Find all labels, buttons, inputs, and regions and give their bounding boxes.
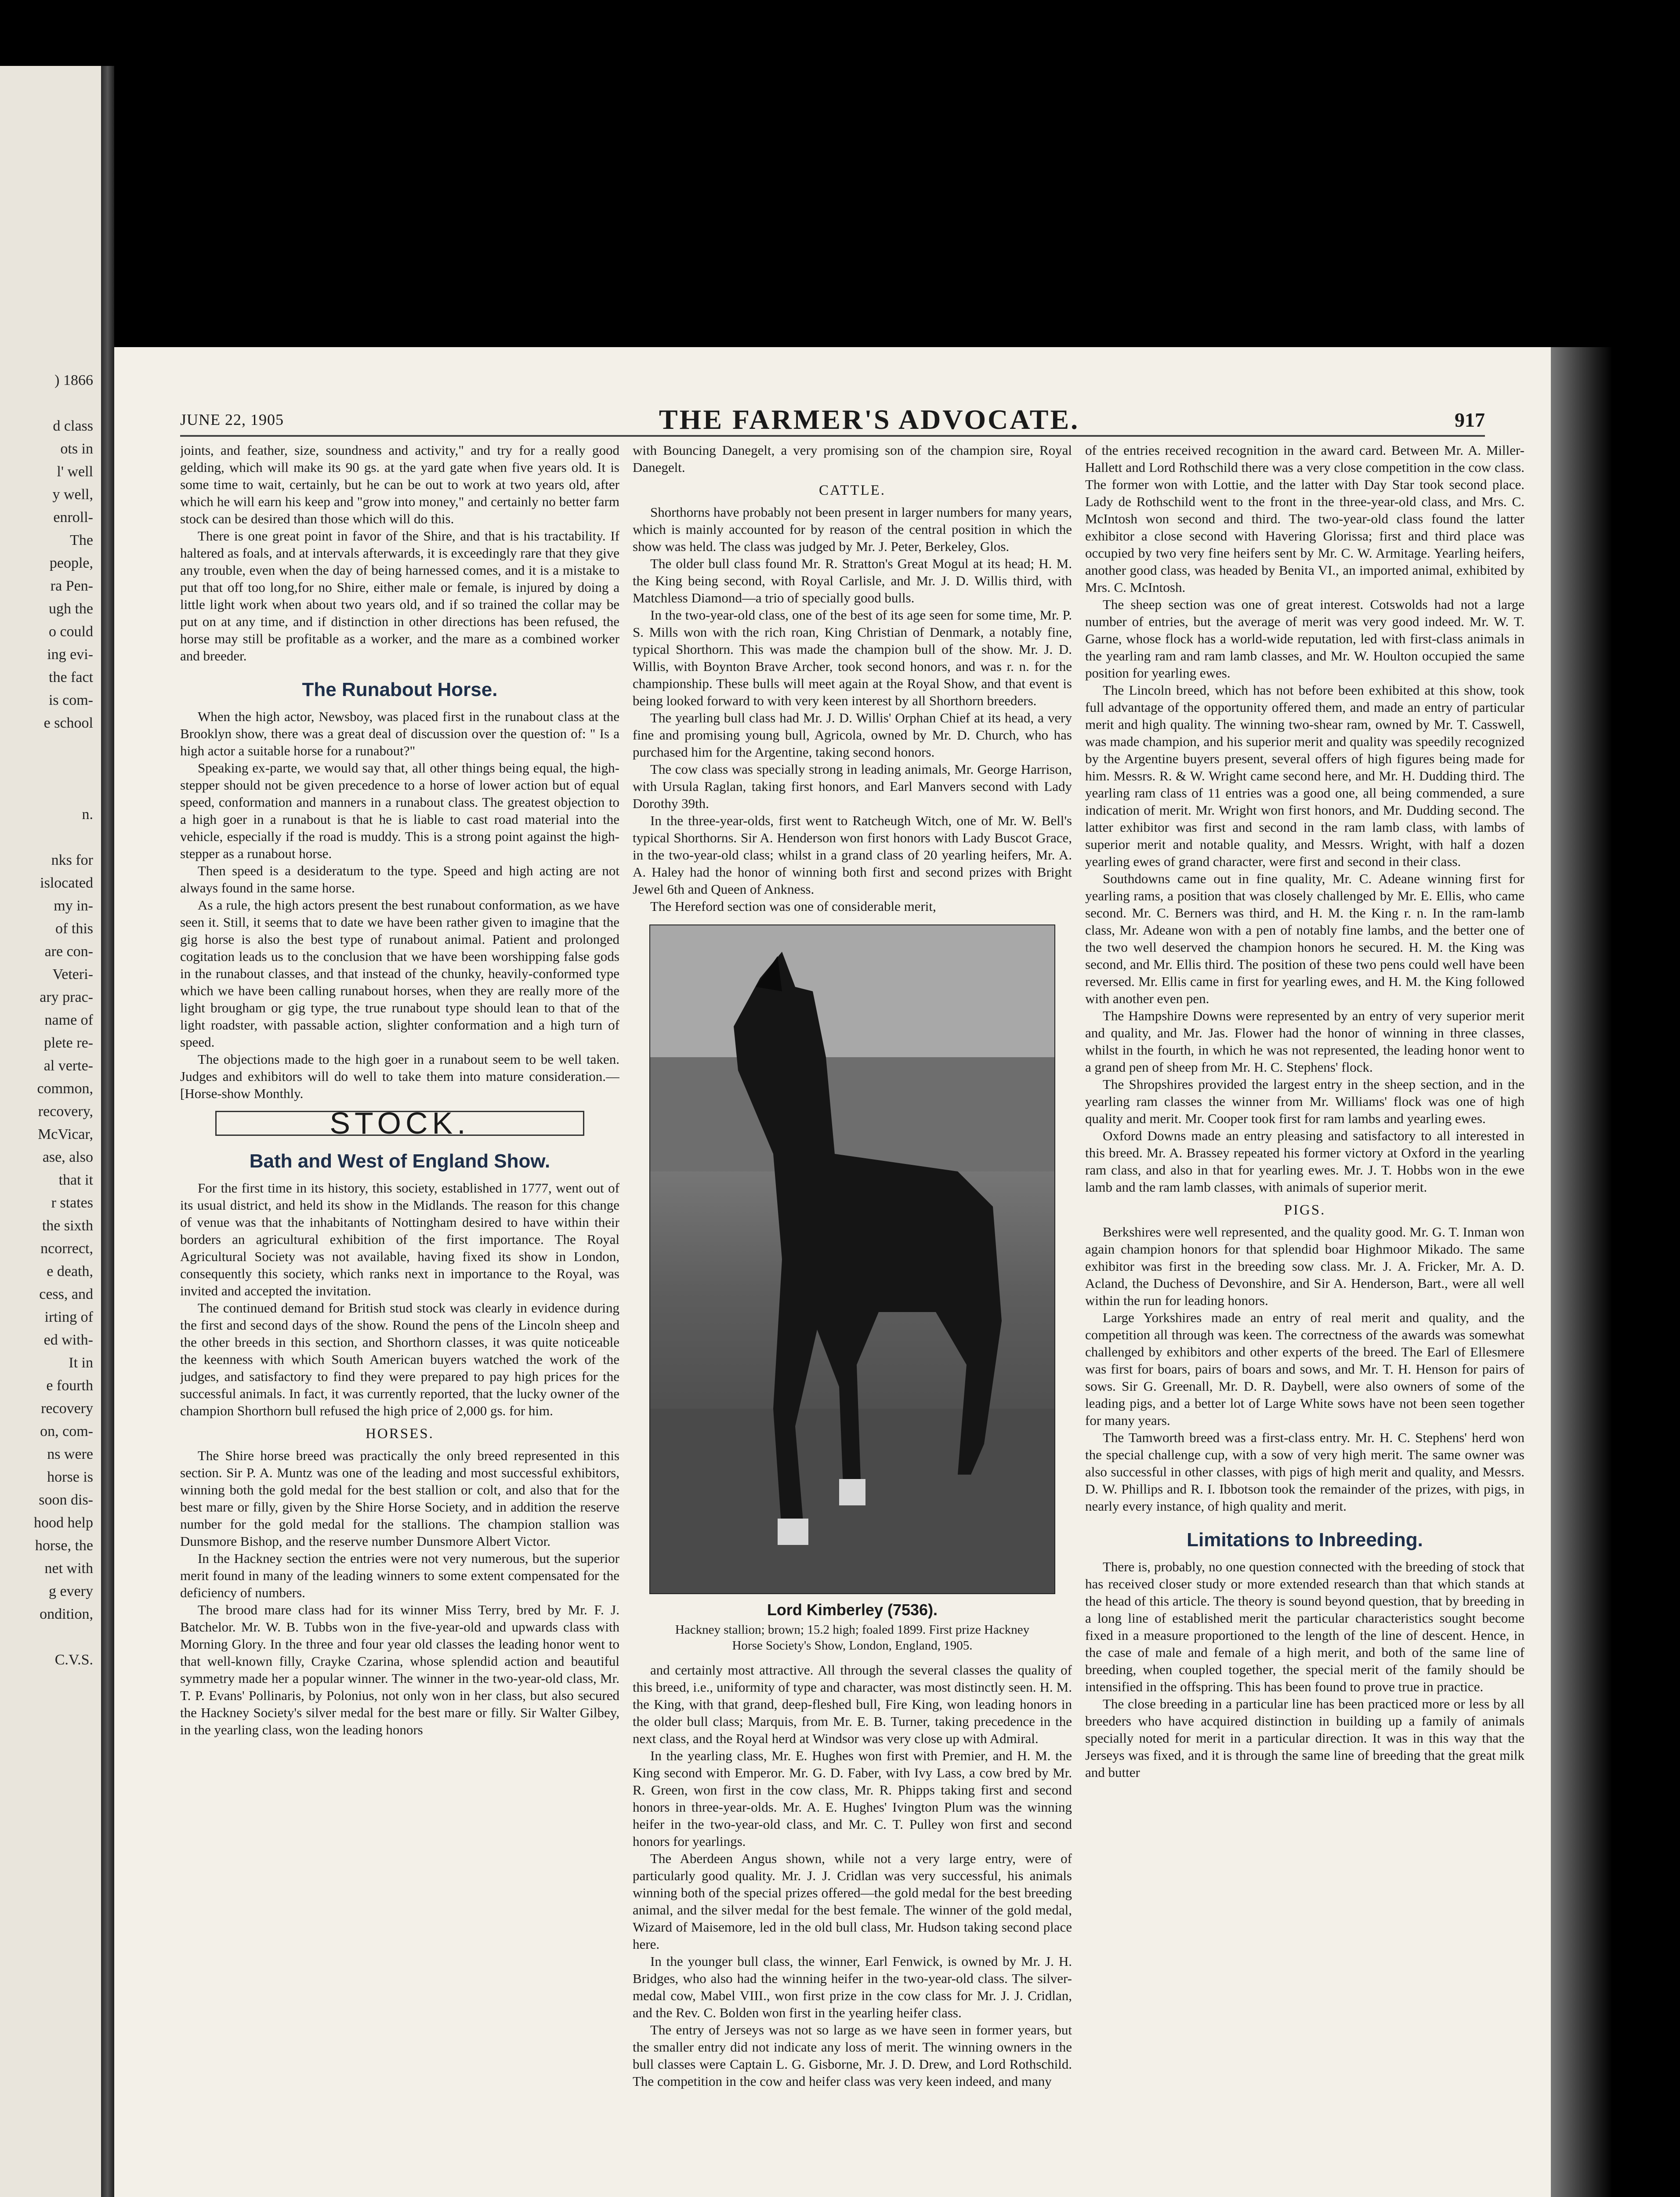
masthead-title: THE FARMER'S ADVOCATE. [659, 404, 1080, 435]
cattle-paragraph-4: The yearling bull class had Mr. J. D. Willis' Orphan Chief at its head, a very fine and promising young bull, Agricola, owned by Mr. D. Church, who has purchased him for the Argentine, taking second honors. [633, 710, 1072, 760]
adjacent-text-line: e school [43, 715, 93, 731]
adjacent-text-line: soon dis- [39, 1492, 93, 1508]
pigs-paragraph-1: Berkshires were well represented, and the quality good. Mr. G. T. Inman won again champion honors for that splendid boar Highmoor Mikado. The same exhibitor was first in the breeding sow class. Mr. J. A. Fricker, Mr. A. D. Acland, the Duchess of Devonshire, and Sir A. Henderson, Bart., were all well within the run for leading honors. [1085, 1224, 1524, 1308]
sheep-paragraph-1: The sheep section was one of great interest. Cotswolds had not a large number of entries, but the average of merit was very good indeed. Mr. W. T. Garne, whose flock has a world-wide reputation, led with first-class animals in the yearling ram and ram lamb classes, and Mr. W. Houlton occupied the same position for yearling ewes. [1085, 597, 1524, 681]
adjacent-text-line: irting of [44, 1309, 93, 1325]
adjacent-text-line [0, 780, 93, 803]
adjacent-text-line: net with [44, 1560, 93, 1577]
adjacent-text-line: ugh the [48, 601, 93, 617]
adjacent-text-line: ase, also [42, 1149, 93, 1165]
pigs-paragraph-3: The Tamworth breed was a first-class entry. Mr. H. C. Stephens' herd won the special challenge cup, with a sow of very high merit. The same owner was also successful in other classes, with pigs of high merit and quality, and Messrs. D. W. Phillips and R. I. Ibbotson took the remainder of the prizes, with pigs, in nearly every instance, of high quality and merit. [1085, 1430, 1524, 1514]
adjacent-text-line: hood help [33, 1515, 93, 1531]
adjacent-text-line [0, 735, 93, 758]
adjacent-text-line: ing evi- [47, 646, 93, 663]
cattle-paragraph-3: In the two-year-old class, one of the best of its age seen for some time, Mr. P. S. Mills won with the rich roan, King Christian of Denmark, a notably fine, typical Shorthorn. This was made the champion bull of the show. Mr. J. D. Willis, with Boynton Brave Archer, took second honors, and was r. n. for the championship. These bulls will meet again at the Royal Show, and that event is being looked forward to with very keen interest by all Shorthorn breeders. [633, 607, 1072, 708]
adjacent-text-line: of this [55, 921, 93, 937]
page-header [180, 404, 1485, 437]
adjacent-text-line: are con- [44, 943, 93, 960]
hereford-paragraph-2: In the yearling class, Mr. E. Hughes won first with Premier, and H. M. the King second with Emperor. Mr. G. D. Faber, with Ivy Lass, a cow bred by Mr. R. Green, won first in the cow class, Mr. R. Phipps taking first and second honors in three-year-olds. Mr. A. E. Hughes' Ivington Plum was the winning heifer in the two-year-old class, and Mr. C. T. Pulley won first and second honors for yearlings. [633, 1748, 1072, 1849]
adjacent-text-line: r states [51, 1195, 93, 1211]
adjacent-text-line: ondition, [40, 1606, 93, 1622]
stock-section-banner: STOCK. [215, 1111, 584, 1136]
shire-paragraph: There is one great point in favor of the Shire, and that is his tractability. If haltered as foals, and at intervals afterwards, it is exceedingly rare that they give any trouble, even when the day of being harnessed comes, and it is a mistake to put that off too long,for no Shire, either male or female, is injured by doing a little light work when about two years old, and if so trained the collar may be put on at any time, and if distinction in other directions has been refused, the horse may still be profitable as a worker, and the mare as a combined worker and breeder. [180, 528, 619, 663]
adjacent-text-line: ncorrect, [40, 1240, 93, 1257]
adjacent-text-line: C.V.S. [54, 1652, 93, 1668]
continued-paragraph: joints, and feather, size, soundness and activity," and try for a really good gelding, which will make its 90 gs. at the yard gate when five years old. It is some time to wait, certainly, but he can be out to work at two years old, after which he will earn his keep and "grow into money," and certainly no better farm stock can be desired than those which will do this. [180, 442, 619, 526]
adjacent-text-line: e fourth [46, 1378, 93, 1394]
jerseys-paragraph: The entry of Jerseys was not so large as we have seen in former years, but the smaller entry did not indicate any loss of merit. The winning owners in the bull classes were Captain L. G. Gisborne, Mr. J. D. Drew, and Lord Rothschild. The competition in the cow and heifer class was very keen indeed, and many [633, 2022, 1072, 2089]
photo-caption-title: Lord Kimberley (7536). [767, 1601, 938, 1619]
adjacent-text-line: o could [48, 624, 93, 640]
horses-paragraph-3: The brood mare class had for its winner Miss Terry, bred by Mr. F. J. Batchelor. Mr. W. B. Tubbs won in the five-year-old and upwards class with Morning Glory. In the three and four year old classes the leading honor went to that well-known filly, Crayke Czarina, whose splendid action and beautiful symmetry made her a popular winner. The winner in the two-year-old class, Mr. T. P. Evans' Pollinaris, by Polonius, not only won in her class, but also secured the Hackney Society's silver medal for the best mare or filly. Sir Walter Gilbey, in the yearling class, won the leading honors [180, 1602, 619, 1737]
continued-paragraph: of the entries received recognition in the award card. Between Mr. A. Miller-Hallett and Lord Rothschild there was a very close competition in the cow class. The former won with Lottie, and the latter with Day Star took second place. Lady de Rothschild went to the front in the three-year-old class, and Mrs. C. McIntosh won second and third. The two-year-old class found the latter exhibitor a close second with Havering Glorissa; first and third place was occupied by two very fine heifers sent by Mr. C. W. Armitage. Yearling heifers, another good class, was headed by Benita VI., an imported animal, exhibited by Mrs. C. McIntosh. [1085, 442, 1524, 595]
cattle-paragraph-6: In the three-year-olds, first went to Ratcheugh Witch, one of Mr. W. Bell's typical Shorthorns. Sir A. Henderson won first honors with Lady Buscot Grace, in the two-year-old class; whilst in a grand class of 20 yearling heifers, Mr. A. A. Haley had the honor of winning both first and second prizes with Bright Jewel 6th and Queen of Ankness. [633, 813, 1072, 897]
adjacent-text-line: ns were [47, 1446, 93, 1462]
bath-west-heading: Bath and West of England Show. [249, 1150, 550, 1172]
adjacent-text-line: islocated [40, 875, 93, 891]
hereford-paragraph-1: and certainly most attractive. All through the several classes the quality of this breed, i.e., uniformity of type and character, was most distinctly seen. H. M. the King, with that grand, deep-fleshed bull, Fire King, won leading honors in the older bull class; Marquis, from Mr. E. B. Turner, taking precedence in the next class, and the Royal herd at Windsor was very close up with Admiral. [633, 1662, 1072, 1746]
angus-paragraph-2: In the younger bull class, the winner, Earl Fenwick, is owned by Mr. J. H. Bridges, who also had the winning heifer in the two-year-old class. The silver-medal cow, Mabel VIII., won first prize in the cow class for Mr. J. J. Cridlan, and the Rev. C. Bolden won first in the yearling heifer class. [633, 1954, 1072, 2020]
runabout-paragraph-4: As a rule, the high actors present the best runabout conformation, as we have seen it. Still, it seems that to date we have been rather given to imagine that the gig horse is also the best type of runabout animal. Patient and prolonged cogitation leads us to the conclusion that we have been worshipping false gods in the runabout classes, and that instead of the chunky, heavily-conformed type which we have been calling runabout horses, when they are really more of the light brougham or gig type, the true runabout type should lean to that of the light roadster, with passable action, slighter conformation and a high turn of speed. [180, 897, 619, 1050]
adjacent-text-line: plete re- [43, 1035, 93, 1051]
runabout-paragraph-3: Then speed is a desideratum to the type. Speed and high acting are not always found in the same horse. [180, 863, 619, 895]
pigs-paragraph-2: Large Yorkshires made an entry of real merit and quality, and the competition all through was keen. The correctness of the awards was somewhat challenged by exhibitors and other experts of the breed. The Earl of Ellesmere was first for boars, pairs of boars and sows, and Mr. T. H. Henson for pairs of sows. Sir G. Greenall, Mr. D. R. Daybell, were also owners of some of the leading pigs, and a better lot of Large White sows have not been seen together for many years. [1085, 1310, 1524, 1428]
inbreeding-heading: Limitations to Inbreeding. [1187, 1529, 1423, 1551]
adjacent-text-line: The [70, 532, 93, 548]
adjacent-text-line: cess, and [39, 1286, 93, 1302]
adjacent-text-line: people, [49, 555, 93, 571]
adjacent-text-line: name of [44, 1012, 93, 1028]
adjacent-text-line: ra Pen- [50, 578, 93, 594]
cattle-paragraph-2: The older bull class found Mr. R. Stratton's Great Mogul at its head; H. M. the King being second, with Royal Carlisle, and Mr. J. D. Willis third, with Matchless Diamond—a trio of specially good bulls. [633, 556, 1072, 605]
adjacent-text-line: al verte- [43, 1058, 93, 1074]
adjacent-text-line: the sixth [42, 1218, 93, 1234]
adjacent-text-line: Veteri- [52, 966, 93, 982]
column-3 [1085, 442, 1524, 2197]
adjacent-text-line: my in- [54, 898, 93, 914]
adjacent-text-line: is com- [48, 692, 93, 708]
adjacent-text-line: that it [58, 1172, 93, 1188]
adjacent-text-line: n. [82, 806, 93, 823]
runabout-paragraph-2: Speaking ex-parte, we would say that, all other things being equal, the high-stepper should not be given precedence to a horse of lower action but of equal speed, conformation and manners in a runabout class. The greatest objection to a high goer in a runabout is that he is liable to cast road material into the vehicle, especially if the road is muddy. This is a strong point against the high-stepper as a runabout horse. [180, 760, 619, 861]
bath-paragraph-2: The continued demand for British stud stock was clearly in evidence during the first and second days of the show. Round the pens of the Lincoln sheep and the other breeds in this section, and Shorthorn classes, it was quite noticeable the keenness with which South American buyers watched the work of the judges, and satisfactory to find they were prepared to pay high prices for the successful animals. In fact, it was currently reported, that the lucky owner of the champion Shorthorn bull refused the high price of 2,000 gs. for him. [180, 1300, 619, 1418]
cattle-paragraph-5: The cow class was specially strong in leading animals, Mr. George Harrison, with Ursula Raglan, taking first honors, and Earl Manvers second with Lady Dorothy 39th. [633, 761, 1072, 811]
adjacent-text-line [0, 1626, 93, 1649]
runabout-paragraph-5: The objections made to the high goer in a runabout seem to be well taken. Judges and exhibitors will do well to take them into mature consideration.—[Horse-show Monthly. [180, 1051, 619, 1101]
adjacent-text-line: enroll- [53, 509, 93, 526]
photo-caption-body: Hackney stallion; brown; 15.2 high; foaled 1899. First prize Hackney Horse Society's Show, London, England, 1905. [675, 1623, 1030, 1653]
adjacent-text-line: ary prac- [40, 989, 93, 1005]
adjacent-page-strip [0, 66, 101, 2197]
adjacent-text-line: recovery [41, 1400, 93, 1417]
page-edge-shadow [1551, 347, 1612, 2197]
adjacent-text-line: g every [48, 1583, 93, 1599]
horse-silhouette [650, 925, 1054, 1593]
adjacent-text-line: recovery, [38, 1103, 93, 1120]
horses-paragraph-1: The Shire horse breed was practically the only breed represented in this section. Sir P. A. Muntz was one of the leading and most successful exhibitors, winning both the gold medal for the best stallion or colt, and also that for the best mare or filly, given by the Shire Horse Society, and in addition the reserve number for the gold medal for the stallions. The champion stallion was Dunsmore Bishop, and the reserve number Dunsmore Albert Victor. [180, 1448, 619, 1549]
cattle-paragraph-1: Shorthorns have probably not been present in larger numbers for many years, which is mainly accounted for by reason of the central position in which the show was held. The class was judged by Mr. J. Peter, Berkeley, Glos. [633, 504, 1072, 554]
adjacent-text-line: McVicar, [38, 1126, 93, 1142]
article-columns [180, 442, 1524, 2197]
cattle-subheading: CATTLE. [818, 482, 886, 498]
adjacent-text-line: common, [37, 1080, 93, 1097]
newspaper-page [114, 347, 1551, 2197]
adjacent-text-line [0, 392, 93, 415]
horses-paragraph-2: In the Hackney section the entries were not very numerous, but the superior merit found in many of the leading winners to some extent compensated for the deficiency of numbers. [180, 1551, 619, 1600]
continued-paragraph: with Bouncing Danegelt, a very promising son of the champion sire, Royal Danegelt. [633, 442, 1072, 475]
adjacent-text-line: l' well [57, 464, 93, 480]
adjacent-text-line: nks for [51, 852, 93, 868]
sheep-paragraph-6: Oxford Downs made an entry pleasing and satisfactory to all interested in this breed. Mr. A. Brassey repeated his former victory at Oxford in the yearling ram class, and also in that for yearling ewes. Mr. J. T. Hobbs won in the ewe lamb and the ram lamb classes, with animals of superior merit. [1085, 1128, 1524, 1195]
inbreeding-paragraph-1: There is, probably, no one question connected with the breeding of stock that has received closer study or more extended research than that which stands at the head of this article. The theory is sound beyond question, that by breeding in a long line of established merit the particular characteristics sought become fixed in a measure proportioned to the length of the line of descent. Hence, in the case of male and female of a high merit, and both of the same line of breeding, when coupled together, the special merit of the family should be intensified in the offspring. This has been found to prove true in practice. [1085, 1559, 1524, 1694]
adjacent-text-line: ots in [60, 441, 93, 457]
pigs-subheading: PIGS. [1284, 1202, 1326, 1218]
inbreeding-paragraph-2: The close breeding in a particular line has been practiced more or less by all breeders who have acquired distinction in building up a family of animals specially noted for merit in a particular direction. It was in this way that the Jerseys was fixed, and it is through the same line of breeding that the great milk and butter [1085, 1696, 1524, 1780]
column-1 [180, 442, 619, 2197]
horse-photograph [649, 924, 1055, 1594]
page-number: 917 [1455, 408, 1485, 431]
adjacent-text-line: the fact [49, 669, 93, 685]
adjacent-text-line: horse, the [35, 1537, 93, 1554]
adjacent-text-line: y well, [52, 486, 93, 503]
column-2 [633, 442, 1072, 2197]
sheep-paragraph-4: The Hampshire Downs were represented by an entry of very superior merit and quality, and Mr. Jas. Flower had the honor of winning in three classes, whilst in the fourth, in which he was not represented, the leading honor went to a grand pen of sheep from Mr. H. C. Stephens' flock. [1085, 1008, 1524, 1075]
adjacent-text-line [0, 826, 93, 849]
sheep-paragraph-5: The Shropshires provided the largest entry in the sheep section, and in the yearling ram classes the winner from Mr. Williams' flock was one of high quality and merit. Mr. Cooper took first for ram lambs and yearling ewes. [1085, 1077, 1524, 1126]
binding-edge [101, 66, 114, 2197]
adjacent-text-line: d class [53, 418, 93, 434]
adjacent-text-line: It in [69, 1355, 93, 1371]
adjacent-text-line: e death, [47, 1263, 93, 1280]
adjacent-page-text [0, 66, 101, 1671]
sheep-paragraph-3: Southdowns came out in fine quality, Mr. C. Adeane winning first for yearling rams, a position that was closely challenged by Mr. E. Ellis, who came second. Mr. C. Berners was third, and H. M. the King r. n. In the ram-lamb class, Mr. Adeane won with a pen of notably fine lambs, and the better one of the two well deserved the champion honors he secured. H. M. the King was second, and Mr. Ellis third. The position of these two pens could well have been reversed. Mr. Ellis came in first for yearling ewes, and H. M. the King followed with another even pen. [1085, 871, 1524, 1006]
sheep-paragraph-2: The Lincoln breed, which has not before been exhibited at this show, took full advantage of the opportunity offered them, and made an entry of particular merit and high quality. The winning two-shear ram, owned by Mr. T. Casswell, was made champion, and his superior merit and quality was speedily recognized by the Argentine buyers present, several offers of high figures being made for him. Messrs. R. & W. Wright came second here, and Mr. H. Dudding third. The yearling ram class of 11 entries was a good one, all being commended, a sure indication of merit. Mr. Wright won first honors, and Mr. Dudding second. The latter exhibitor was first and second in the ram lamb class, with lambs of superior merit and notable quality, and Messrs. Wright, with half a dozen yearling ewes of grand character, were first and second in their class. [1085, 682, 1524, 869]
cattle-paragraph-7: The Hereford section was one of considerable merit, [650, 899, 936, 914]
angus-paragraph: The Aberdeen Angus shown, while not a very large entry, were of particularly good quality. Mr. J. J. Cridlan was very successful, his animals winning both of the special prizes offered—the gold medal for the best breeding animal, and the silver medal for the best female. The winner of the gold medal, Wizard of Maisemore, led in the old bull class, Mr. Hudson taking second place here. [633, 1851, 1072, 1952]
adjacent-text-line [0, 758, 93, 780]
issue-date: JUNE 22, 1905 [180, 411, 284, 428]
horses-subheading: HORSES. [366, 1426, 434, 1442]
adjacent-text-line: ed with- [43, 1332, 93, 1348]
runabout-heading: The Runabout Horse. [302, 679, 498, 700]
runabout-paragraph-1: When the high actor, Newsboy, was placed first in the runabout class at the Brooklyn show, there was a great deal of discussion over the question of: " Is a high actor a suitable horse for a runabout?" [180, 709, 619, 758]
adjacent-text-line: ) 1866 [54, 372, 93, 388]
bath-paragraph-1: For the first time in its history, this society, established in 1777, went out of its usual district, and held its show in the Midlands. The reason for this change of venue was that the inhabitants of Nottingham desired to have within their borders an agricultural exhibition of the first importance. The Royal Agricultural Society was not available, having fixed its show in London, consequently this society, which ranks next in importance to the Royal, was invited and accepted the invitation. [180, 1180, 619, 1298]
adjacent-text-line: on, com- [40, 1423, 93, 1439]
adjacent-text-line: horse is [47, 1469, 93, 1485]
